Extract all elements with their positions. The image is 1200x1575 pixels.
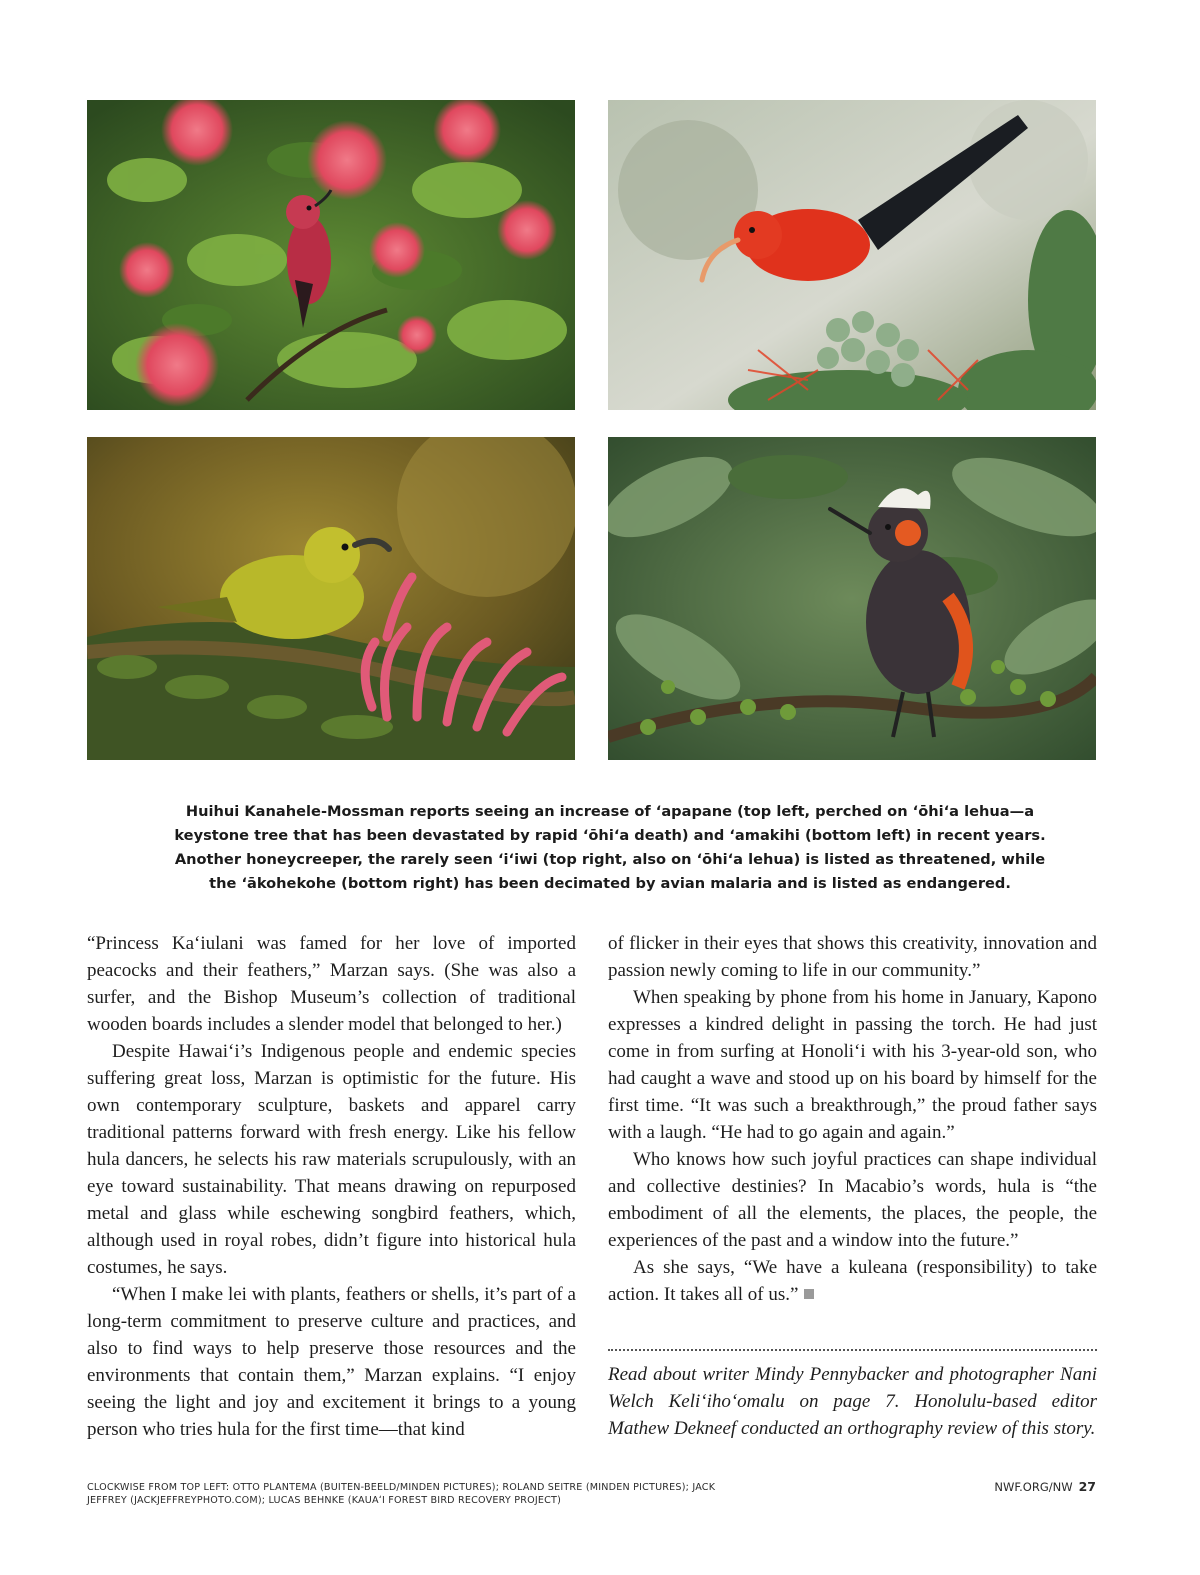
caption-line: Another honeycreeper, the rarely seen ʻiʻiwi (top right, also on ʻōhiʻa lehua) is listed as threatened, while (174, 851, 1046, 868)
dotted-divider (608, 1349, 1097, 1351)
article-paragraph: When speaking by phone from his home in January, Kapono expresses a kindred delight in passing the torch. He had just come in from surfing at Honoliʻi with his 3-year-old son, who had caught a wave and stood up on his board by himself for the first time. “It was such a breakthrough,” the proud father says with a laugh. “He had to go again and again.” (608, 987, 1097, 1143)
article-paragraph-text: As she says, “We have a kuleana (responsibility) to take action. It takes all of us.” (608, 1257, 1097, 1305)
site-url: NWF.ORG/NW (994, 1480, 1073, 1494)
article-paragraph: “Princess Kaʻiulani was famed for her love of imported peacocks and their feathers,” Marzan says. (She was also a surfer, and the Bishop Museum’s collection of traditional wooden boards includes a slender model that belonged to her.) (87, 933, 576, 1035)
photo-credits: CLOCKWISE FROM TOP LEFT: OTTO PLANTEMA (BUITEN-BEELD/MINDEN PICTURES); ROLAND SEITRE (MINDEN PICTURES); JACK JEFFREY (JACKJEFFREYPHOTO.COM); LUCAS BEHNKE (KAUAʻI FOREST BIRD RECOVERY PROJECT) (87, 1482, 716, 1506)
caption-line: the ʻākohekohe (bottom right) has been decimated by avian malaria and is listed as endangered. (209, 875, 1011, 892)
article-paragraph: Who knows how such joyful practices can shape individual and collective destinies? In Macabio’s words, hula is “the embodiment of all the elements, the places, the people, the experiences of the past and a window into the future.” (608, 1149, 1097, 1251)
page-number: 27 (1078, 1479, 1096, 1494)
page-folio (994, 1479, 1096, 1494)
photo-apapane (87, 100, 575, 410)
article-final-paragraph (608, 1254, 1097, 1308)
caption-line: Huihui Kanahele-Mossman reports seeing an increase of ʻapapane (top left, perched on ʻōhiʻa lehua—a (185, 803, 1035, 820)
photo-amakihi (87, 437, 575, 760)
article-paragraph: “When I make lei with plants, feathers or shells, it’s part of a long-term commitment to preserve culture and practices, and also to find ways to help preserve those resources and the environments that contain them,” Marzan explains. “I enjoy seeing the light and joy and excitement it brings to a young person who tries hula for the first time—that kind (87, 1284, 576, 1440)
article-paragraph: Despite Hawaiʻi’s Indigenous people and endemic species suffering great loss, Marzan is optimistic for the future. His own contemporary sculpture, baskets and apparel carry traditional patterns forward with fresh energy. Like his fellow hula dancers, he selects his raw materials scrupulously, with an eye toward sustainability. That means drawing on repurposed metal and glass while eschewing songbird feathers, which, although used in royal robes, didn’t figure into historical hula costumes, he says. (87, 1041, 576, 1278)
photo-iiwi (608, 100, 1096, 410)
caption-line: keystone tree that has been devastated by rapid ʻōhiʻa death) and ʻamakihi (bottom left) in recent years. (174, 827, 1046, 844)
article-left-column (87, 930, 576, 1443)
photo-akohekohe (608, 437, 1096, 760)
end-of-article-mark (804, 1289, 814, 1299)
article-right-column (608, 930, 1097, 1308)
photo-caption (160, 800, 1060, 896)
article-paragraph: of flicker in their eyes that shows this creativity, innovation and passion newly coming to life in our community.” (608, 933, 1097, 981)
contributor-note: Read about writer Mindy Pennybacker and photographer Nani Welch Keliʻihoʻomalu on page 7. Honolulu-based editor Mathew Dekneef conducted an orthography review of this story. (608, 1364, 1097, 1439)
